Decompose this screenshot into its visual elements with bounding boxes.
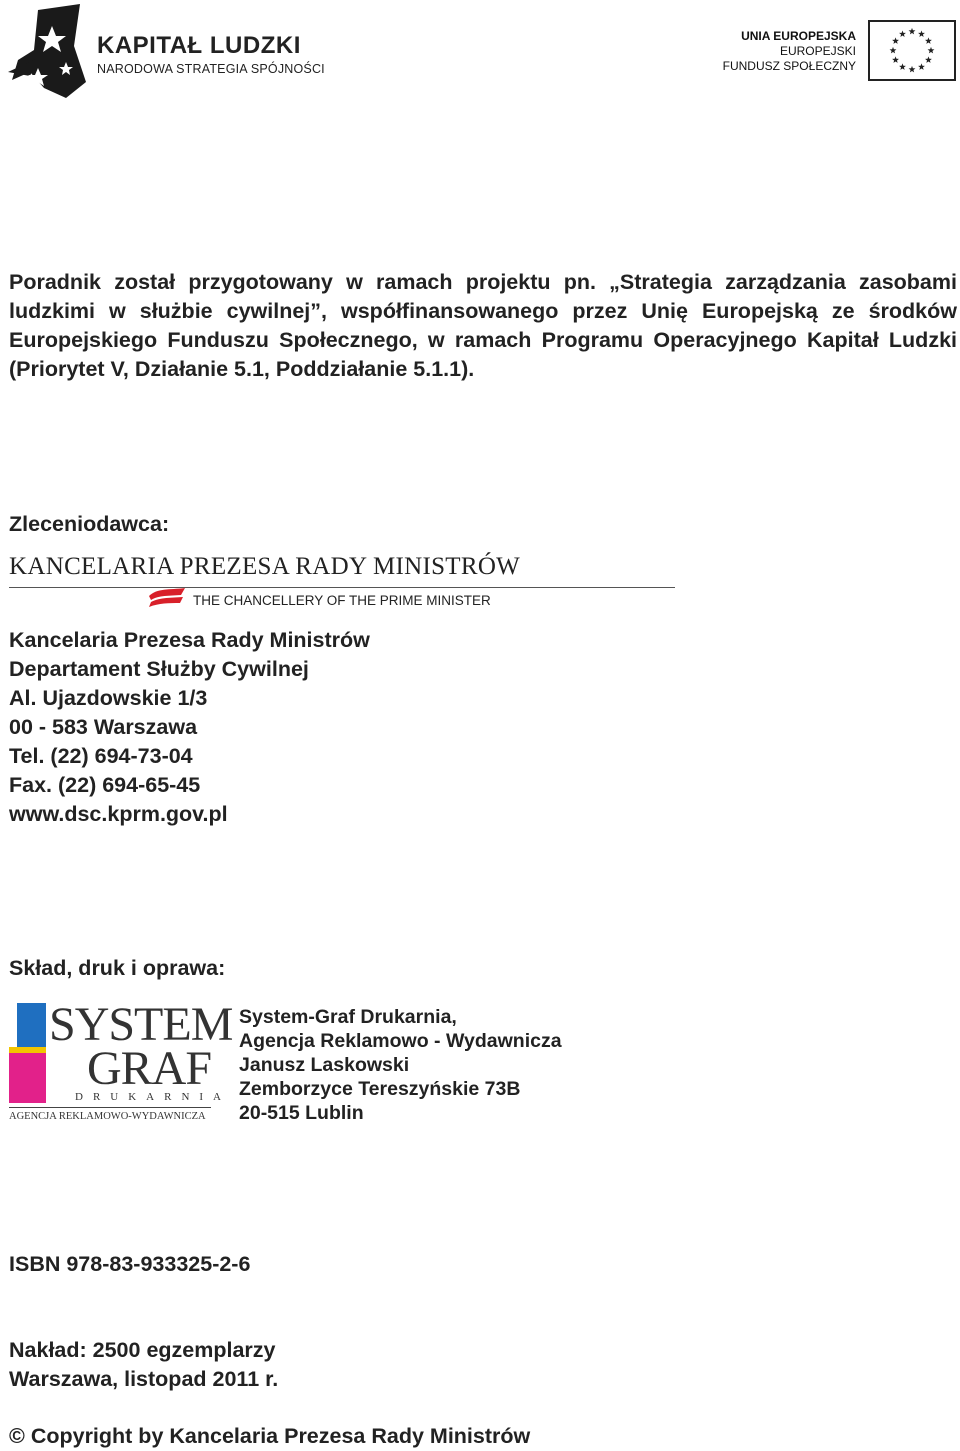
sg-logo-tagline: AGENCJA REKLAMOWO-WYDAWNICZA bbox=[9, 1111, 206, 1122]
client-phone: Tel. (22) 694-73-04 bbox=[9, 744, 193, 768]
client-address-line: 00 - 583 Warszawa bbox=[9, 715, 198, 739]
eu-logo-line3: FUNDUSZ SPOŁECZNY bbox=[722, 59, 856, 73]
eu-star-icon bbox=[899, 63, 906, 70]
eu-star-icon bbox=[909, 28, 916, 35]
kprm-logo-name: KANCELARIA PREZESA RADY MINISTRÓW bbox=[9, 553, 521, 580]
eu-star-icon bbox=[892, 37, 899, 44]
eu-star-icon bbox=[925, 37, 932, 44]
sg-logo-divider bbox=[9, 1107, 211, 1108]
kprm-flag-icon bbox=[147, 586, 187, 608]
kapital-ludzki-emblem-icon bbox=[8, 2, 98, 102]
client-label: Zleceniodawca: bbox=[9, 512, 170, 536]
system-graf-logo bbox=[9, 998, 233, 1127]
sg-logo-word-drukarnia: DRUKARNIA bbox=[75, 1091, 231, 1103]
client-fax: Fax. (22) 694-65-45 bbox=[9, 773, 201, 797]
printer-address-line: Agencja Reklamowo - Wydawnicza bbox=[239, 1030, 562, 1052]
printer-address-line: Zemborzyce Tereszyńskie 73B bbox=[239, 1078, 521, 1100]
intro-paragraph: Poradnik został przygotowany w ramach projektu pn. „Strategia zarządzania zasobami ludzkimi w służbie cywilnej”, współfinansowanego przez Unię Europejską ze środków Europejskiego Funduszu Społecznego, w ramach Programu Operacyjnego Kapitał Ludzki (Priorytet V, Działanie 5.1, Poddziałanie 5.1.1). bbox=[9, 270, 957, 381]
copyright: © Copyright by Kancelaria Prezesa Rady Ministrów bbox=[9, 1424, 531, 1448]
kprm-logo-divider bbox=[9, 587, 675, 588]
kapital-ludzki-title: KAPITAŁ LUDZKI bbox=[97, 32, 301, 59]
kprm-logo-english: THE CHANCELLERY OF THE PRIME MINISTER bbox=[193, 593, 491, 608]
eu-logo-line1: UNIA EUROPEJSKA bbox=[741, 29, 856, 43]
printer-address bbox=[239, 1005, 562, 1125]
print-run: Nakład: 2500 egzemplarzy bbox=[9, 1338, 276, 1362]
eu-star-icon bbox=[928, 47, 935, 54]
place-date: Warszawa, listopad 2011 r. bbox=[9, 1367, 279, 1391]
sg-pink-block bbox=[9, 1053, 46, 1103]
sg-logo-word-system: SYSTEM bbox=[49, 998, 233, 1051]
eu-flag-icon bbox=[868, 20, 956, 81]
printer-label: Skład, druk i oprawa: bbox=[9, 956, 226, 980]
client-address-line: Kancelaria Prezesa Rady Ministrów bbox=[9, 628, 370, 652]
eu-star-icon bbox=[909, 66, 916, 73]
sg-blue-block bbox=[17, 1003, 46, 1047]
client-address-line: Departament Służby Cywilnej bbox=[9, 657, 309, 681]
eu-star-icon bbox=[918, 63, 925, 70]
kapital-ludzki-subtitle: NARODOWA STRATEGIA SPÓJNOŚCI bbox=[97, 62, 325, 76]
eu-logo bbox=[722, 20, 956, 84]
eu-stars-icon bbox=[870, 22, 954, 79]
eu-star-icon bbox=[918, 30, 925, 37]
printer-address-line: System-Graf Drukarnia, bbox=[239, 1006, 457, 1028]
eu-star-icon bbox=[892, 56, 899, 63]
eu-star-icon bbox=[925, 56, 932, 63]
sg-logo-word-graf: GRAF bbox=[87, 1042, 212, 1095]
isbn: ISBN 978-83-933325-2-6 bbox=[9, 1252, 251, 1276]
client-website: www.dsc.kprm.gov.pl bbox=[9, 802, 228, 826]
printer-address-line: 20-515 Lublin bbox=[239, 1102, 364, 1124]
eu-star-icon bbox=[890, 47, 897, 54]
eu-logo-text bbox=[723, 29, 856, 74]
eu-star-icon bbox=[899, 30, 906, 37]
client-address bbox=[9, 626, 370, 829]
eu-logo-line2: EUROPEJSKI bbox=[779, 44, 856, 58]
printer-address-line: Janusz Laskowski bbox=[239, 1054, 410, 1076]
client-address-line: Al. Ujazdowskie 1/3 bbox=[9, 686, 208, 710]
